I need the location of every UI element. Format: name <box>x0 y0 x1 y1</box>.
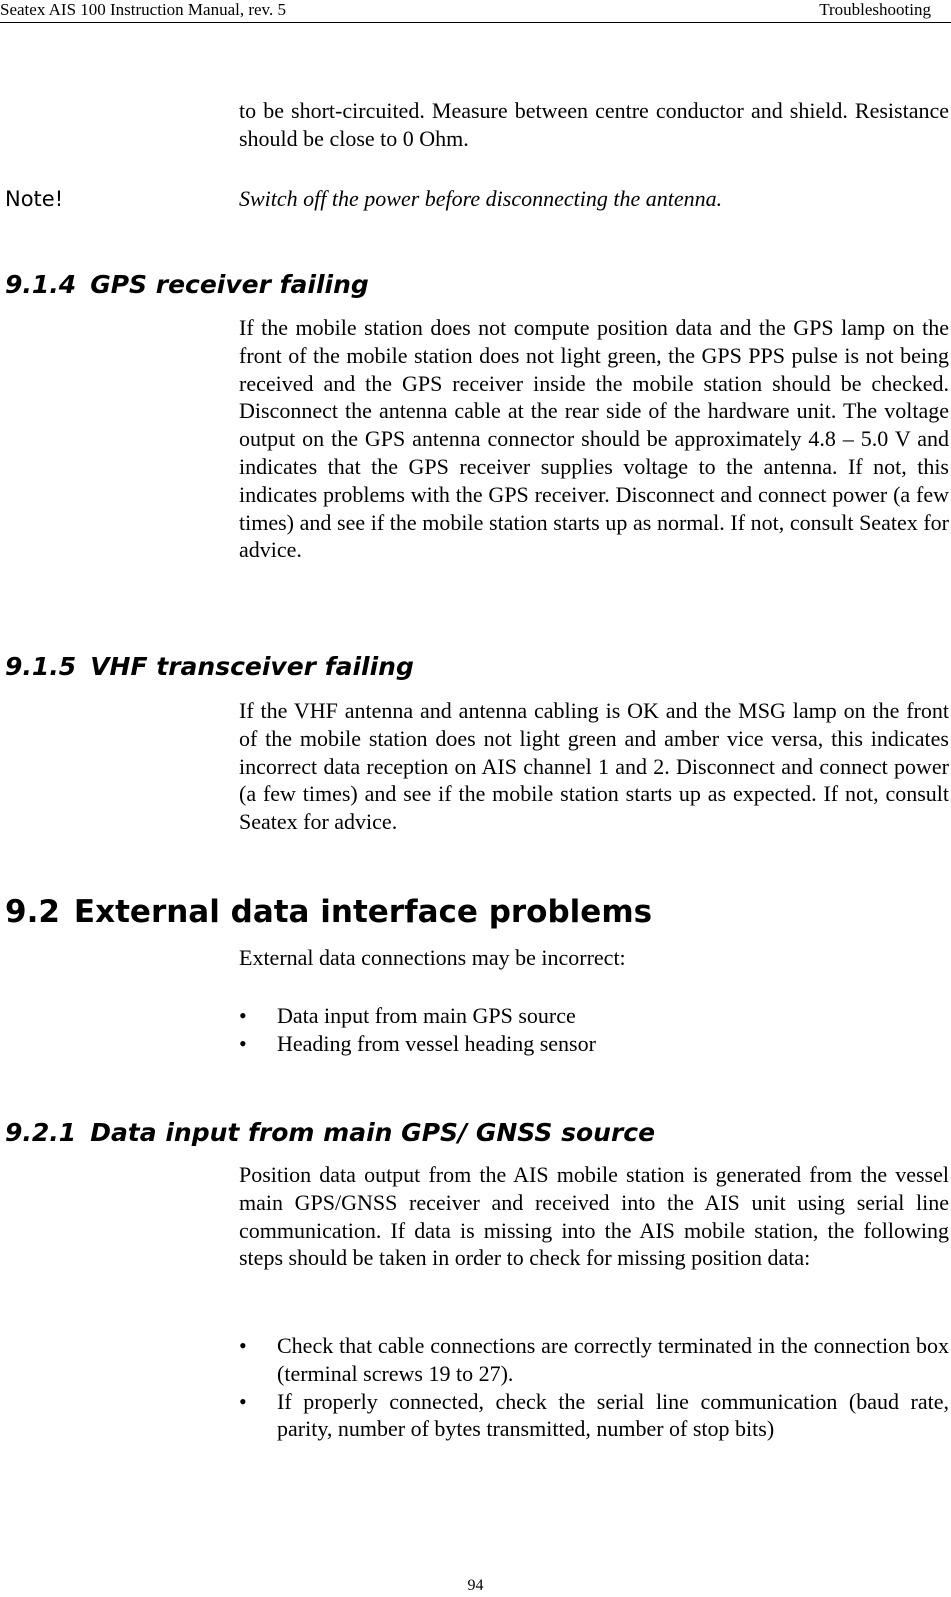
header-document-title: Seatex AIS 100 Instruction Manual, rev. 5 <box>0 0 286 19</box>
list-item <box>239 1388 949 1444</box>
note-label: Note! <box>5 187 64 211</box>
page-number: 94 <box>467 1577 484 1594</box>
section-title: Data input from main GPS/ GNSS source <box>90 1118 656 1147</box>
list-item <box>239 1002 949 1030</box>
section-title: GPS receiver failing <box>90 270 369 299</box>
header-chapter-title: Troubleshooting <box>819 0 931 19</box>
note-text: Switch off the power before disconnecting the antenna. <box>239 186 723 211</box>
section-number: 9.2 <box>5 894 60 930</box>
section-9-2-bullet-list <box>239 1002 949 1058</box>
section-heading-9-2-1 <box>5 1118 655 1147</box>
intro-paragraph: to be short-circuited. Measure between centre conductor and shield. Resistance should be close to 0 Ohm. <box>239 98 949 151</box>
section-number: 9.1.4 <box>5 270 77 299</box>
list-item-text: Check that cable connections are correctly terminated in the connection box (terminal screws 19 to 27). <box>277 1333 949 1386</box>
bullet-icon: • <box>239 1003 247 1028</box>
bullet-icon: • <box>239 1333 247 1358</box>
bullet-icon: • <box>239 1388 247 1414</box>
section-9-2-body: External data connections may be incorrect: <box>239 945 626 970</box>
list-item-text: If properly connected, check the serial line communication (baud rate, parity, number of bytes transmitted, number of stop bits) <box>277 1388 949 1442</box>
list-item-text: Heading from vessel heading sensor <box>277 1030 596 1056</box>
section-9-2-1-bullet-list <box>239 1332 949 1443</box>
list-item <box>239 1030 949 1058</box>
page-header <box>0 0 951 23</box>
list-item <box>239 1332 949 1388</box>
list-item-text: Data input from main GPS source <box>277 1003 576 1028</box>
section-9-2-1-body: Position data output from the AIS mobile station is generated from the vessel main GPS/GNSS receiver and received into the AIS unit using serial line communication. If data is missing into the AIS mobile station, the following steps should be taken in order to check for missing position data: <box>239 1162 949 1271</box>
section-9-1-5-body: If the VHF antenna and antenna cabling is OK and the MSG lamp on the front of the mobile station does not light green and amber vice versa, this indicates incorrect data reception on AIS channel 1 and 2. Disconnect and connect power (a few times) and see if the mobile station starts up as expected. If not, consult Seatex for advice. <box>239 698 949 835</box>
section-heading-9-1-5 <box>5 652 414 681</box>
section-9-1-4-body: If the mobile station does not compute position data and the GPS lamp on the front of the mobile station does not light green, the GPS PPS pulse is not being received and the GPS receiver inside the mobile station should be checked. Disconnect the antenna cable at the rear side of the hardware unit. The voltage output on the GPS antenna connector should be approximately 4.8 – 5.0 V and indicates that the GPS receiver supplies voltage to the antenna. If not, this indicates problems with the GPS receiver. Disconnect and connect power (a few times) and see if the mobile station starts up as normal. If not, consult Seatex for advice. <box>239 315 949 563</box>
section-title: VHF transceiver failing <box>90 652 414 681</box>
section-title: External data interface problems <box>73 894 653 930</box>
section-heading-9-2 <box>5 894 652 930</box>
section-number: 9.1.5 <box>5 652 77 681</box>
section-number: 9.2.1 <box>5 1118 77 1147</box>
bullet-icon: • <box>239 1030 247 1056</box>
section-heading-9-1-4 <box>5 270 369 299</box>
